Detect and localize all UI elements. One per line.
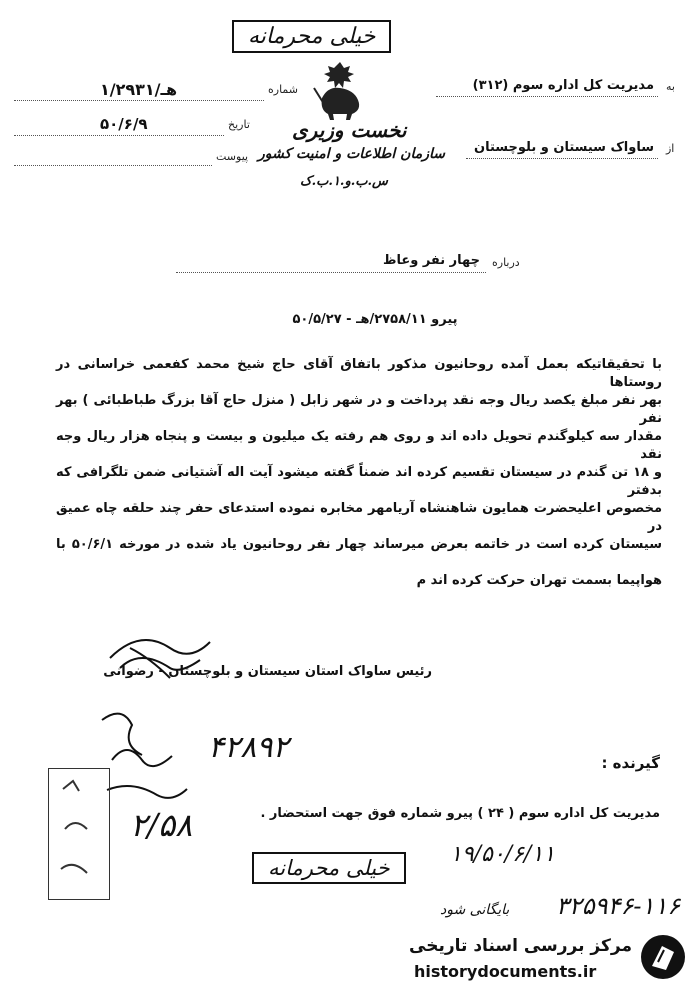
number-label: شماره	[268, 83, 299, 96]
body-line-3: مقدار سه کیلوگندم تحویل داده اند و روی هم رفته یک میلیون و بیست و پنجاه هزار ریال وجه نقد	[56, 429, 662, 462]
margin-note-box	[48, 768, 110, 900]
recipient-label: گیرنده :	[601, 754, 660, 772]
to-value: مدیریت کل اداره سوم (۳۱۲)	[472, 78, 654, 93]
body-line-4: و ۱۸ تن گندم در سیستان تقسیم کرده اند ضمناً گفته میشود آیت اله آشتیانی ضمن تلگرافی که بدفتر	[56, 465, 663, 498]
body-line-5: مخصوص اعلیحضرت همایون شاهنشاه آریامهر مخابره نموده استدعای حفر چند حلقه چاه عمیق در	[56, 501, 662, 534]
signature-line: رئیس ساواک استان سیستان و بلوچستان - رضوانی	[103, 664, 432, 679]
margin-note-scribble-icon	[49, 769, 109, 899]
from-value: ساواک سیستان و بلوچستان	[474, 140, 654, 155]
reference-line: پیرو ۲۷۵۸/۱۱/هـ - ۵۰/۵/۲۷	[292, 312, 458, 327]
handwritten-margin-number: ۴۲۸۹۲	[208, 730, 289, 765]
classification-stamp-top: خیلی محرمانه	[232, 20, 391, 53]
handwritten-margin-note: ۲/۵۸	[130, 806, 193, 844]
handwritten-bottom-number: ۳۲۵۹۴۶-۱۱۶	[556, 892, 681, 920]
number-value: ۱/۲۹۳۱/هـ	[100, 80, 178, 99]
subject-label: درباره	[492, 256, 520, 269]
classification-stamp-bottom: خیلی محرمانه	[252, 852, 406, 884]
date-value: ۵۰/۶/۹	[100, 115, 148, 133]
handwritten-bottom-note: بایگانی شود	[440, 902, 510, 918]
body-line-6: سیستان کرده است در خاتمه بعرض میرساند چهار نفر روحانیون یاد شده در مورخه ۵۰/۶/۱ با	[56, 537, 662, 552]
to-label: به	[666, 80, 675, 93]
archive-logo-icon	[638, 932, 688, 982]
watermark-url: historydocuments.ir	[414, 962, 597, 981]
watermark-title: مرکز بررسی اسناد تاریخی	[409, 936, 632, 956]
handwritten-bottom-date: ۱۹/۵۰/۶/۱۱	[450, 842, 555, 867]
watermark	[406, 928, 696, 990]
body-line-1: با تحقیقاتیکه بعمل آمده روحانیون مذکور باتفاق آقای حاج شیخ محمد کفعمی خراسانی در روستاها	[56, 357, 662, 390]
lion-and-sun-emblem-icon	[300, 58, 380, 122]
date-label: تاریخ	[228, 118, 250, 131]
from-label: از	[666, 142, 675, 155]
body-line-2: بهر نفر مبلغ یکصد ریال وجه نقد پرداخت و در شهر زابل ( منزل حاج آقا بزرگ طباطبائی ) بهر نفر	[56, 393, 662, 426]
recipient-line: مدیریت کل اداره سوم ( ۲۴ ) پیرو شماره فوق جهت استحضار .	[260, 806, 660, 821]
subject-value: چهار نفر وعاظ	[382, 253, 480, 268]
emblem-subtitle: سازمان اطلاعات و امنیت کشور	[258, 146, 445, 162]
emblem-code: س.ب.و.۱.ب.ک	[300, 174, 388, 189]
body-line-7: هواپیما بسمت تهران حرکت کرده اند م	[416, 573, 662, 588]
emblem-title: نخست وزیری	[292, 118, 407, 142]
attachment-label: پیوست	[216, 150, 249, 163]
